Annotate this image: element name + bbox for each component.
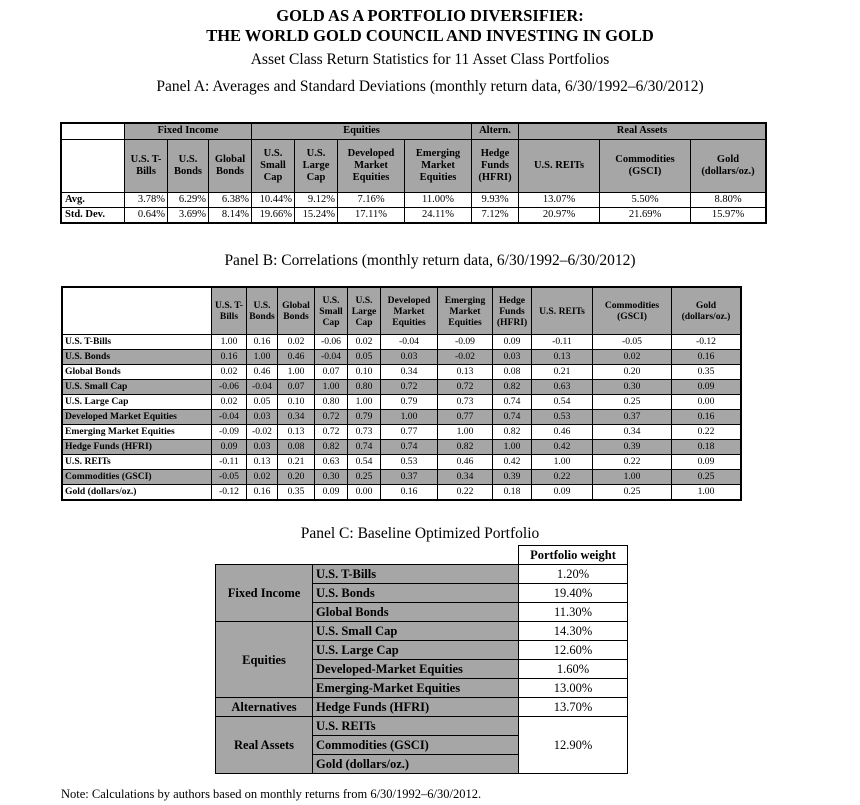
stat-cell: 5.50% bbox=[600, 192, 691, 207]
asset-name: Hedge Funds (HFRI) bbox=[313, 698, 519, 717]
row-label: U.S. Small Cap bbox=[62, 380, 212, 395]
correlation-cell: 0.34 bbox=[438, 470, 493, 485]
weight-header: Portfolio weight bbox=[519, 546, 628, 565]
correlation-cell: -0.11 bbox=[212, 455, 247, 470]
correlation-cell: -0.06 bbox=[212, 380, 247, 395]
correlation-cell: 0.25 bbox=[672, 470, 742, 485]
category-fixed-income: Fixed Income bbox=[216, 565, 313, 622]
table-row bbox=[62, 380, 741, 395]
panel-c-table bbox=[215, 545, 628, 774]
asset-weight: 12.90% bbox=[519, 717, 628, 774]
correlation-cell: 0.80 bbox=[315, 395, 348, 410]
correlation-cell: 0.16 bbox=[212, 350, 247, 365]
asset-weight: 14.30% bbox=[519, 622, 628, 641]
group-header: Real Assets bbox=[519, 123, 767, 139]
stat-cell: 6.38% bbox=[209, 192, 252, 207]
group-header: Altern. bbox=[472, 123, 519, 139]
main-title-line2: THE WORLD GOLD COUNCIL AND INVESTING IN GOLD bbox=[206, 26, 654, 45]
correlation-cell: 0.02 bbox=[593, 350, 672, 365]
column-header: U.S. Bonds bbox=[168, 139, 209, 192]
asset-weight: 11.30% bbox=[519, 603, 628, 622]
correlation-cell: -0.12 bbox=[672, 335, 742, 350]
correlation-cell: 0.03 bbox=[493, 350, 532, 365]
correlation-cell: 0.09 bbox=[212, 440, 247, 455]
footnote: Note: Calculations by authors based on monthly returns from 6/30/1992–6/30/2012. bbox=[61, 787, 482, 801]
column-header: Hedge Funds (HFRI) bbox=[472, 139, 519, 192]
correlation-cell: 0.02 bbox=[278, 335, 315, 350]
correlation-cell: 0.63 bbox=[532, 380, 593, 395]
correlation-cell: 0.46 bbox=[532, 425, 593, 440]
asset-name: Global Bonds bbox=[313, 603, 519, 622]
correlation-cell: 1.00 bbox=[438, 425, 493, 440]
correlation-cell: 0.74 bbox=[348, 440, 381, 455]
correlation-cell: 0.16 bbox=[672, 410, 742, 425]
correlation-cell: 0.34 bbox=[381, 365, 438, 380]
correlation-cell: 0.53 bbox=[532, 410, 593, 425]
correlation-cell: -0.05 bbox=[212, 470, 247, 485]
blank-cell bbox=[216, 546, 313, 565]
table-row bbox=[62, 455, 741, 470]
row-label: U.S. REITs bbox=[62, 455, 212, 470]
title-block bbox=[0, 6, 860, 97]
column-header: U.S. Large Cap bbox=[295, 139, 338, 192]
correlation-cell: 0.54 bbox=[532, 395, 593, 410]
correlation-cell: 0.22 bbox=[593, 455, 672, 470]
stat-cell: 7.12% bbox=[472, 207, 519, 223]
correlation-cell: 1.00 bbox=[493, 440, 532, 455]
correlation-cell: 0.30 bbox=[593, 380, 672, 395]
correlation-cell: 0.02 bbox=[247, 470, 278, 485]
correlation-cell: 0.72 bbox=[381, 380, 438, 395]
row-label: Avg. bbox=[61, 192, 125, 207]
correlation-cell: 0.54 bbox=[348, 455, 381, 470]
correlation-cell: 0.07 bbox=[315, 365, 348, 380]
column-header: U.S. Large Cap bbox=[348, 287, 381, 335]
correlation-cell: 0.82 bbox=[438, 440, 493, 455]
stat-cell: 7.16% bbox=[338, 192, 405, 207]
correlation-cell: 0.08 bbox=[493, 365, 532, 380]
correlation-cell: 0.30 bbox=[315, 470, 348, 485]
correlation-cell: 0.46 bbox=[438, 455, 493, 470]
correlation-cell: 0.34 bbox=[278, 410, 315, 425]
stat-cell: 11.00% bbox=[405, 192, 472, 207]
correlation-cell: 0.37 bbox=[593, 410, 672, 425]
asset-name: Gold (dollars/oz.) bbox=[313, 755, 519, 774]
column-header: Global Bonds bbox=[278, 287, 315, 335]
stat-cell: 15.97% bbox=[691, 207, 767, 223]
asset-weight: 19.40% bbox=[519, 584, 628, 603]
table-row bbox=[62, 350, 741, 365]
correlation-cell: 0.74 bbox=[493, 395, 532, 410]
correlation-cell: 0.46 bbox=[278, 350, 315, 365]
correlation-cell: -0.12 bbox=[212, 485, 247, 501]
correlation-cell: 0.22 bbox=[438, 485, 493, 501]
correlation-cell: 0.42 bbox=[532, 440, 593, 455]
correlation-cell: 0.79 bbox=[348, 410, 381, 425]
panel-b-table bbox=[61, 286, 742, 501]
correlation-cell: -0.04 bbox=[247, 380, 278, 395]
column-header: U.S. T-Bills bbox=[212, 287, 247, 335]
correlation-cell: 0.42 bbox=[493, 455, 532, 470]
correlation-cell: -0.09 bbox=[212, 425, 247, 440]
correlation-cell: 0.82 bbox=[493, 380, 532, 395]
asset-weight: 1.20% bbox=[519, 565, 628, 584]
correlation-cell: -0.02 bbox=[438, 350, 493, 365]
panel-a-title: Panel A: Averages and Standard Deviations (monthly return data, 6/30/1992–6/30/2012) bbox=[156, 78, 704, 95]
category-alternatives: Alternatives bbox=[216, 698, 313, 717]
correlation-cell: 0.16 bbox=[247, 335, 278, 350]
correlation-cell: 0.25 bbox=[593, 395, 672, 410]
table-row bbox=[62, 335, 741, 350]
correlation-cell: 0.74 bbox=[493, 410, 532, 425]
correlation-cell: 0.05 bbox=[247, 395, 278, 410]
correlation-cell: 0.00 bbox=[672, 395, 742, 410]
correlation-cell: 0.16 bbox=[381, 485, 438, 501]
panel-c-title: Panel C: Baseline Optimized Portfolio bbox=[300, 525, 540, 542]
correlation-cell: 0.37 bbox=[381, 470, 438, 485]
stat-cell: 8.14% bbox=[209, 207, 252, 223]
blank-cell bbox=[313, 546, 519, 565]
asset-name: U.S. T-Bills bbox=[313, 565, 519, 584]
row-label: U.S. T-Bills bbox=[62, 335, 212, 350]
correlation-cell: 0.03 bbox=[247, 410, 278, 425]
asset-weight: 13.70% bbox=[519, 698, 628, 717]
correlation-cell: 0.73 bbox=[438, 395, 493, 410]
stat-cell: 8.80% bbox=[691, 192, 767, 207]
correlation-cell: 0.03 bbox=[247, 440, 278, 455]
column-header: Emerging Market Equities bbox=[405, 139, 472, 192]
correlation-cell: 1.00 bbox=[212, 335, 247, 350]
stat-cell: 0.64% bbox=[125, 207, 168, 223]
column-header: U.S. Small Cap bbox=[252, 139, 295, 192]
correlation-cell: 1.00 bbox=[532, 455, 593, 470]
correlation-cell: 0.74 bbox=[381, 440, 438, 455]
asset-weight: 13.00% bbox=[519, 679, 628, 698]
stat-cell: 24.11% bbox=[405, 207, 472, 223]
correlation-cell: 0.22 bbox=[672, 425, 742, 440]
row-label: Developed Market Equities bbox=[62, 410, 212, 425]
stat-cell: 20.97% bbox=[519, 207, 600, 223]
correlation-cell: 0.16 bbox=[247, 485, 278, 501]
column-header: U.S. Bonds bbox=[247, 287, 278, 335]
group-header: Fixed Income bbox=[125, 123, 252, 139]
table-row bbox=[62, 395, 741, 410]
stat-cell: 15.24% bbox=[295, 207, 338, 223]
correlation-cell: 0.35 bbox=[278, 485, 315, 501]
stat-cell: 6.29% bbox=[168, 192, 209, 207]
asset-weight: 12.60% bbox=[519, 641, 628, 660]
correlation-cell: 0.16 bbox=[672, 350, 742, 365]
correlation-cell: 0.09 bbox=[672, 380, 742, 395]
correlation-cell: -0.09 bbox=[438, 335, 493, 350]
correlation-cell: 0.13 bbox=[438, 365, 493, 380]
correlation-cell: 0.08 bbox=[278, 440, 315, 455]
asset-weight: 1.60% bbox=[519, 660, 628, 679]
column-header: Global Bonds bbox=[209, 139, 252, 192]
row-label: Emerging Market Equities bbox=[62, 425, 212, 440]
correlation-cell: 0.80 bbox=[348, 380, 381, 395]
correlation-cell: 0.72 bbox=[438, 380, 493, 395]
stat-cell: 17.11% bbox=[338, 207, 405, 223]
correlation-cell: -0.04 bbox=[315, 350, 348, 365]
row-label: U.S. Large Cap bbox=[62, 395, 212, 410]
correlation-cell: 0.79 bbox=[381, 395, 438, 410]
correlation-cell: 0.13 bbox=[532, 350, 593, 365]
correlation-cell: 0.09 bbox=[493, 335, 532, 350]
correlation-cell: 0.21 bbox=[278, 455, 315, 470]
asset-name: U.S. REITs bbox=[313, 717, 519, 736]
column-header: Developed Market Equities bbox=[338, 139, 405, 192]
column-header: U.S. REITs bbox=[532, 287, 593, 335]
table-row bbox=[62, 485, 741, 501]
correlation-cell: 0.09 bbox=[315, 485, 348, 501]
correlation-cell: 1.00 bbox=[348, 395, 381, 410]
asset-name: Commodities (GSCI) bbox=[313, 736, 519, 755]
row-label: U.S. Bonds bbox=[62, 350, 212, 365]
correlation-cell: 0.20 bbox=[278, 470, 315, 485]
row-label: Global Bonds bbox=[62, 365, 212, 380]
correlation-cell: 0.82 bbox=[315, 440, 348, 455]
stat-cell: 21.69% bbox=[600, 207, 691, 223]
correlation-cell: 0.09 bbox=[672, 455, 742, 470]
correlation-cell: 0.35 bbox=[672, 365, 742, 380]
table-row bbox=[62, 440, 741, 455]
column-header: Hedge Funds (HFRI) bbox=[493, 287, 532, 335]
correlation-cell: 0.20 bbox=[593, 365, 672, 380]
asset-name: U.S. Large Cap bbox=[313, 641, 519, 660]
correlation-cell: 0.13 bbox=[247, 455, 278, 470]
correlation-cell: 0.02 bbox=[212, 395, 247, 410]
row-label: Gold (dollars/oz.) bbox=[62, 485, 212, 501]
column-header: Commodities (GSCI) bbox=[600, 139, 691, 192]
correlation-cell: 0.39 bbox=[493, 470, 532, 485]
correlation-cell: 0.77 bbox=[381, 425, 438, 440]
correlation-cell: -0.04 bbox=[212, 410, 247, 425]
correlation-cell: 1.00 bbox=[672, 485, 742, 501]
stat-cell: 10.44% bbox=[252, 192, 295, 207]
correlation-cell: 0.39 bbox=[593, 440, 672, 455]
correlation-cell: 0.72 bbox=[315, 425, 348, 440]
correlation-cell: 1.00 bbox=[381, 410, 438, 425]
stat-cell: 3.78% bbox=[125, 192, 168, 207]
correlation-cell: 0.18 bbox=[672, 440, 742, 455]
column-header: U.S. REITs bbox=[519, 139, 600, 192]
correlation-cell: 0.00 bbox=[348, 485, 381, 501]
correlation-cell: -0.05 bbox=[593, 335, 672, 350]
stat-cell: 13.07% bbox=[519, 192, 600, 207]
correlation-cell: 0.72 bbox=[315, 410, 348, 425]
correlation-cell: -0.04 bbox=[381, 335, 438, 350]
panel-b-title: Panel B: Correlations (monthly return data, 6/30/1992–6/30/2012) bbox=[224, 252, 636, 269]
correlation-cell: 0.21 bbox=[532, 365, 593, 380]
correlation-cell: 0.10 bbox=[278, 395, 315, 410]
corner-cell bbox=[62, 287, 212, 335]
correlation-cell: 0.77 bbox=[438, 410, 493, 425]
column-header: Emerging Market Equities bbox=[438, 287, 493, 335]
row-label: Std. Dev. bbox=[61, 207, 125, 223]
correlation-cell: -0.02 bbox=[247, 425, 278, 440]
column-header: Developed Market Equities bbox=[381, 287, 438, 335]
correlation-cell: 0.34 bbox=[593, 425, 672, 440]
correlation-cell: 0.02 bbox=[212, 365, 247, 380]
table-row bbox=[62, 410, 741, 425]
stat-cell: 9.12% bbox=[295, 192, 338, 207]
correlation-cell: 0.07 bbox=[278, 380, 315, 395]
row-label: Hedge Funds (HFRI) bbox=[62, 440, 212, 455]
corner-cell bbox=[61, 123, 125, 139]
column-header: U.S. T-Bills bbox=[125, 139, 168, 192]
row-label: Commodities (GSCI) bbox=[62, 470, 212, 485]
correlation-cell: 0.25 bbox=[593, 485, 672, 501]
asset-name: U.S. Small Cap bbox=[313, 622, 519, 641]
correlation-cell: -0.11 bbox=[532, 335, 593, 350]
correlation-cell: 0.03 bbox=[381, 350, 438, 365]
stat-cell: 3.69% bbox=[168, 207, 209, 223]
correlation-cell: -0.06 bbox=[315, 335, 348, 350]
stat-cell: 9.93% bbox=[472, 192, 519, 207]
column-header: Gold (dollars/oz.) bbox=[672, 287, 742, 335]
asset-name: Developed-Market Equities bbox=[313, 660, 519, 679]
correlation-cell: 0.53 bbox=[381, 455, 438, 470]
correlation-cell: 0.09 bbox=[532, 485, 593, 501]
main-title-line1: GOLD AS A PORTFOLIO DIVERSIFIER: bbox=[276, 6, 584, 25]
correlation-cell: 0.73 bbox=[348, 425, 381, 440]
correlation-cell: 0.05 bbox=[348, 350, 381, 365]
correlation-cell: 1.00 bbox=[247, 350, 278, 365]
correlation-cell: 1.00 bbox=[278, 365, 315, 380]
subtitle: Asset Class Return Statistics for 11 Asset Class Portfolios bbox=[250, 51, 610, 68]
column-header: Commodities (GSCI) bbox=[593, 287, 672, 335]
correlation-cell: 1.00 bbox=[593, 470, 672, 485]
panel-a-table bbox=[60, 122, 767, 224]
stat-cell: 19.66% bbox=[252, 207, 295, 223]
table-row bbox=[62, 365, 741, 380]
correlation-cell: 0.18 bbox=[493, 485, 532, 501]
correlation-cell: 0.22 bbox=[532, 470, 593, 485]
table-row bbox=[62, 425, 741, 440]
asset-name: U.S. Bonds bbox=[313, 584, 519, 603]
corner-cell bbox=[61, 139, 125, 192]
correlation-cell: 0.63 bbox=[315, 455, 348, 470]
correlation-cell: 0.10 bbox=[348, 365, 381, 380]
correlation-cell: 0.13 bbox=[278, 425, 315, 440]
column-header: Gold (dollars/oz.) bbox=[691, 139, 767, 192]
correlation-cell: 0.82 bbox=[493, 425, 532, 440]
table-row bbox=[62, 470, 741, 485]
group-header: Equities bbox=[252, 123, 472, 139]
correlation-cell: 0.25 bbox=[348, 470, 381, 485]
correlation-cell: 0.46 bbox=[247, 365, 278, 380]
correlation-cell: 1.00 bbox=[315, 380, 348, 395]
category-real-assets: Real Assets bbox=[216, 717, 313, 774]
column-header: U.S. Small Cap bbox=[315, 287, 348, 335]
correlation-cell: 0.02 bbox=[348, 335, 381, 350]
asset-name: Emerging-Market Equities bbox=[313, 679, 519, 698]
category-equities: Equities bbox=[216, 622, 313, 698]
